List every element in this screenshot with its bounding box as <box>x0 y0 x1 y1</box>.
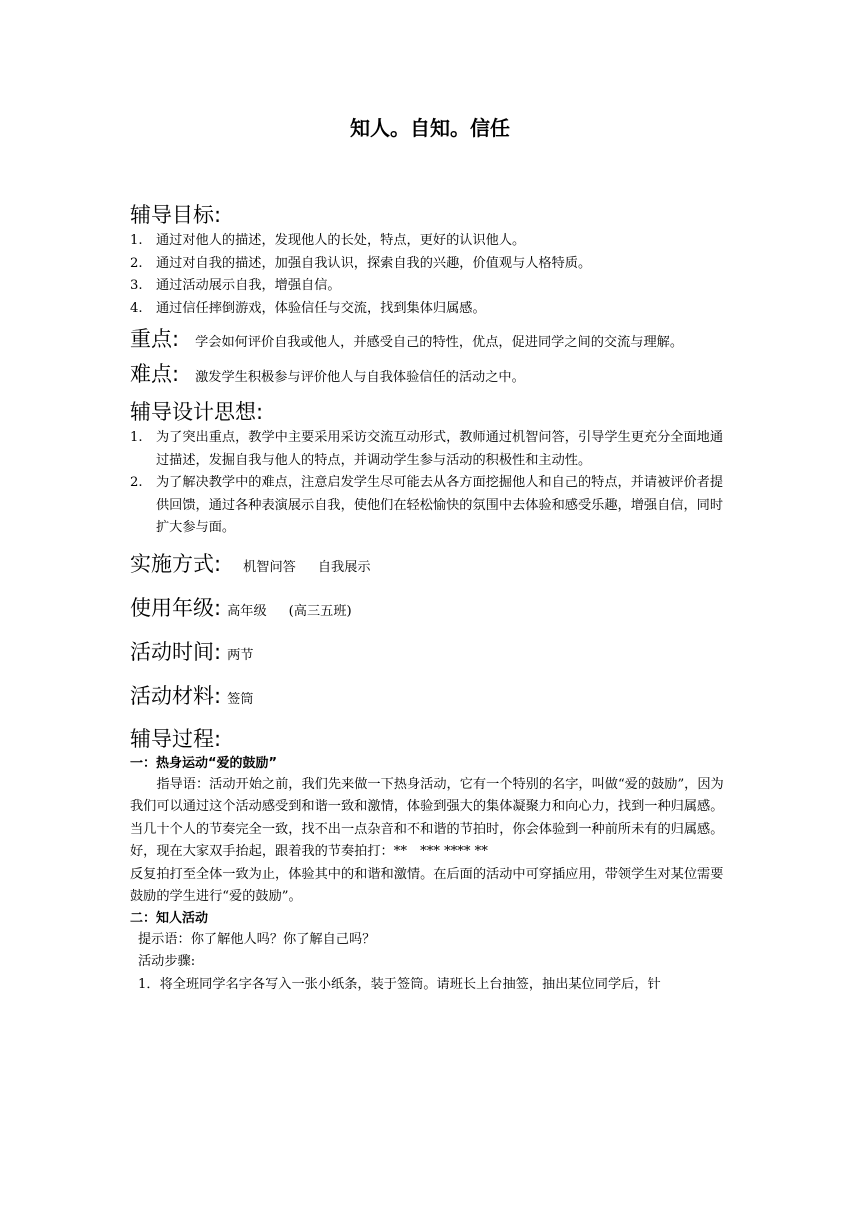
design-item <box>130 427 730 472</box>
key-point-text: 学会如何评价自我或他人，并感受自己的特性，优点，促进同学之间的交流与理解。 <box>195 335 684 350</box>
goal-text: 通过活动展示自我，增强自信。 <box>156 278 341 293</box>
goal-item <box>130 230 730 253</box>
time <box>130 636 730 672</box>
document-body <box>130 200 730 996</box>
method-label: 实施方式: <box>130 551 222 576</box>
goal-text: 通过对他人的描述，发现他人的长处，特点，更好的认识他人。 <box>156 233 526 248</box>
design-text: 为了解决教学中的难点，注意启发学生尽可能去从各方面挖掘他人和自己的特点，并请被评价者提供回馈，通过各种表演展示自我，使他们在轻松愉快的氛围中去体验和感受乐趣，增强自信，同时扩大参与面。 <box>156 475 724 535</box>
time-value: 两节 <box>227 647 254 663</box>
goal-item <box>130 253 730 276</box>
process-part1-title: 一：热身运动“爱的鼓励” <box>130 755 278 771</box>
process-heading: 辅导过程: <box>130 726 222 751</box>
difficulty-label: 难点: <box>130 361 180 386</box>
goal-item <box>130 298 730 321</box>
design-list <box>130 427 730 540</box>
goals-heading: 辅导目标: <box>130 203 222 227</box>
process-part2-steps-label: 活动步骤: <box>138 954 196 969</box>
design-text: 为了突出重点，教学中主要采用采访交流互动形式，教师通过机智问答，引导学生更充分全面地通过描述，发掘自我与他人的特点，并调动学生参与活动的积极性和主动性。 <box>156 430 724 468</box>
document-title: 知人。自知。信任 <box>350 116 510 140</box>
goal-number: 1. <box>130 233 143 248</box>
goal-number: 3. <box>130 278 143 293</box>
method-value: 机智问答 <box>243 559 296 575</box>
grade-class: (高三五班) <box>288 603 352 619</box>
design-number: 2. <box>130 475 143 490</box>
goal-text: 通过对自我的描述，加强自我认识，探索自我的兴趣，价值观与人格特质。 <box>156 255 592 271</box>
goal-number: 2. <box>130 255 143 271</box>
design-number: 1. <box>130 430 143 445</box>
process-part2-title: 二：知人活动 <box>130 910 209 926</box>
design-item <box>130 472 730 540</box>
materials-value: 签筒 <box>227 691 254 707</box>
grade <box>130 592 730 628</box>
goal-text: 通过信任摔倒游戏，体验信任与交流，找到集体归属感。 <box>156 300 486 316</box>
process-part2-step1: 1．将全班同学名字各写入一张小纸条，装于签筒。请班长上台抽签，抽出某位同学后，针 <box>138 976 661 992</box>
goal-number: 4. <box>130 300 143 316</box>
difficulty <box>130 363 730 390</box>
materials-label: 活动材料: <box>130 683 222 708</box>
key-point <box>130 328 730 355</box>
design-heading: 辅导设计思想: <box>130 400 264 424</box>
key-point-label: 重点: <box>130 327 180 351</box>
goals-list <box>130 230 730 320</box>
difficulty-text: 激发学生积极参与评价他人与自我体验信任的活动之中。 <box>195 369 525 385</box>
process-part2-hint: 提示语：你了解他人吗？你了解自己吗？ <box>138 931 376 947</box>
time-label: 活动时间: <box>130 639 222 664</box>
materials <box>130 680 730 716</box>
grade-value: 高年级 <box>227 603 267 619</box>
method <box>130 548 730 584</box>
method-value: 自我展示 <box>317 559 371 575</box>
process-part1-para2: 反复拍打至全体一致为止，体验其中的和谐和激情。在后面的活动中可穿插应用，带领学生对某位需要鼓励的学生进行“爱的鼓励”。 <box>130 866 724 904</box>
process-part1-para: 指导语：活动开始之前，我们先来做一下热身活动，它有一个特别的名字，叫做“爱的鼓励”，因为我们可以通过这个活动感受到和谐一致和激情，体验到强大的集体凝聚力和向心力，找到一种归属感。当几十个人的节奏完全一致，找不出一点杂音和不和谐的节拍时，你会体验到一种前所未有的归属感。好，现在大家双手抬起，跟着我的节奏拍打：** *** **** ** <box>130 776 724 859</box>
grade-label: 使用年级: <box>130 595 222 620</box>
goal-item <box>130 275 730 298</box>
